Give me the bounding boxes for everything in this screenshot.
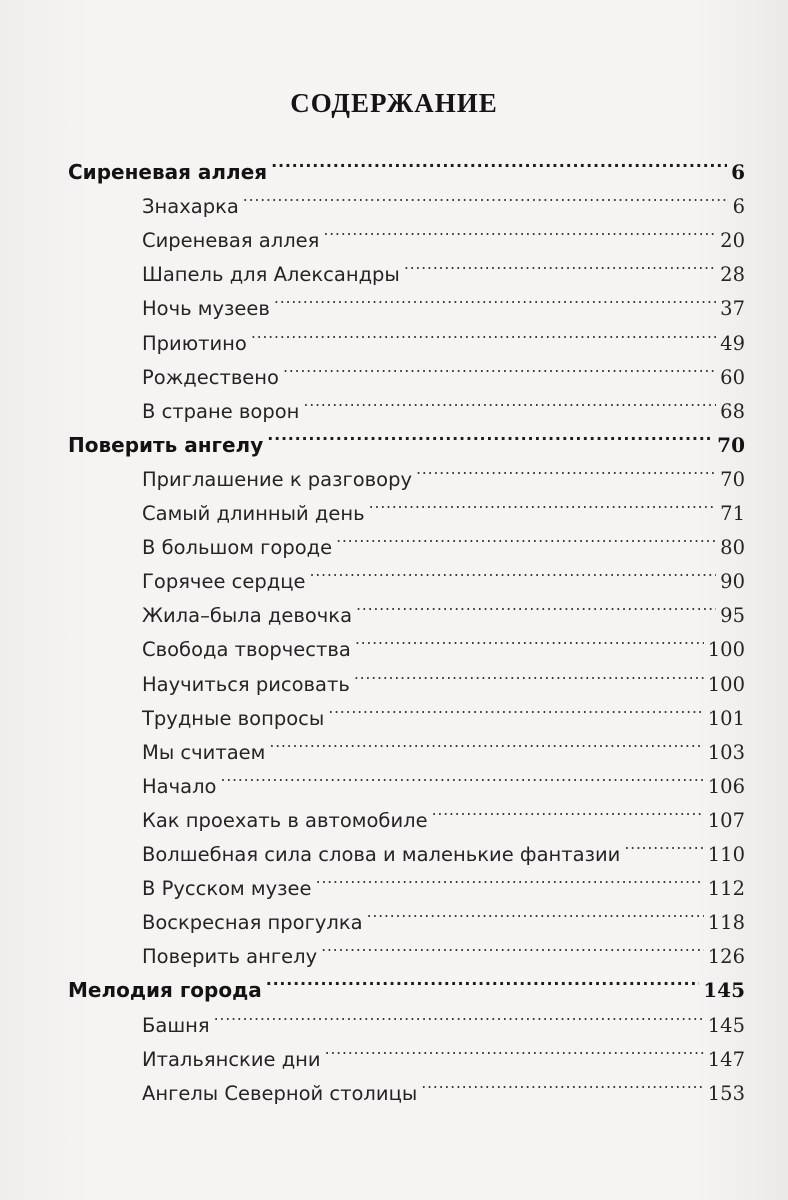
dot-leader bbox=[356, 588, 716, 622]
toc-entry bbox=[142, 213, 745, 253]
toc-entry-title: Мы считаем bbox=[142, 740, 266, 764]
toc-entry bbox=[142, 316, 745, 355]
page-number: 49 bbox=[720, 331, 745, 355]
dot-leader bbox=[266, 963, 700, 997]
page-number: 118 bbox=[707, 911, 745, 935]
dot-leader bbox=[214, 998, 704, 1032]
toc-entry-title: Начало bbox=[142, 774, 217, 798]
page-number: 6 bbox=[731, 160, 745, 184]
page-number: 95 bbox=[720, 604, 745, 628]
page-number: 90 bbox=[720, 570, 745, 594]
page-number: 60 bbox=[720, 365, 745, 389]
toc-entry-title: Шапель для Александры bbox=[142, 263, 400, 287]
page-number: 80 bbox=[720, 536, 745, 560]
toc-entry bbox=[142, 179, 745, 219]
dot-leader bbox=[432, 793, 704, 827]
toc-section bbox=[68, 963, 745, 1003]
toc-entry-title: Волшебная сила слова и маленькие фантазии bbox=[142, 843, 621, 866]
page-number: 70 bbox=[720, 467, 745, 491]
toc-entry bbox=[142, 725, 745, 764]
page-number: 6 bbox=[732, 195, 745, 219]
dot-leader bbox=[328, 691, 704, 725]
toc-entry-title: Трудные вопросы bbox=[142, 706, 325, 730]
toc-entry-title: Сиреневая аллея bbox=[142, 229, 320, 253]
toc-entry-title: Рождествено bbox=[142, 365, 279, 389]
toc-entry-title: В большом городе bbox=[142, 536, 333, 560]
dot-leader bbox=[271, 145, 727, 179]
toc-entry bbox=[142, 281, 745, 321]
toc-entry bbox=[142, 759, 745, 798]
page-number: 110 bbox=[707, 843, 745, 866]
page-number: 101 bbox=[707, 706, 745, 730]
toc-entry-title: В Русском музее bbox=[142, 877, 312, 901]
toc-entry-title: В стране ворон bbox=[142, 399, 300, 423]
dot-leader bbox=[251, 316, 716, 350]
toc-entry-title: Ночь музеев bbox=[142, 297, 270, 321]
toc-entry-title: Приютино bbox=[142, 331, 247, 355]
page-number: 100 bbox=[707, 672, 745, 696]
toc-entry bbox=[142, 1066, 745, 1105]
page-number: 145 bbox=[707, 1013, 745, 1037]
toc-entry bbox=[142, 895, 745, 935]
page-number: 71 bbox=[720, 502, 745, 525]
toc-entry bbox=[142, 657, 745, 696]
dot-leader bbox=[220, 759, 703, 793]
toc-entry-title: Ангелы Северной столицы bbox=[142, 1081, 418, 1105]
toc-section-title: Мелодия города bbox=[68, 978, 262, 1003]
toc-entry bbox=[142, 622, 745, 662]
toc-entry bbox=[142, 691, 745, 730]
page-number: 153 bbox=[707, 1081, 745, 1105]
toc-entry-title: Башня bbox=[142, 1013, 210, 1037]
toc-entry bbox=[142, 793, 745, 832]
page-number: 70 bbox=[717, 432, 745, 457]
dot-leader bbox=[325, 1032, 704, 1066]
toc-entry bbox=[142, 861, 745, 901]
page-number: 106 bbox=[707, 774, 745, 798]
toc-entry bbox=[142, 1032, 745, 1071]
page-number: 107 bbox=[707, 808, 745, 832]
toc-section-title: Поверить ангелу bbox=[68, 432, 264, 457]
dot-leader bbox=[624, 827, 703, 861]
dot-leader bbox=[243, 179, 729, 213]
page-number: 68 bbox=[720, 399, 745, 423]
page-number: 145 bbox=[703, 978, 745, 1003]
toc-entry-title: Самый длинный день bbox=[142, 502, 365, 525]
page-number: 126 bbox=[707, 945, 745, 969]
dot-leader bbox=[367, 895, 704, 929]
dot-leader bbox=[283, 350, 716, 384]
dot-leader bbox=[321, 929, 704, 963]
dot-leader bbox=[416, 452, 716, 486]
toc-entry bbox=[142, 452, 745, 491]
toc-entry-title: Как проехать в автомобиле bbox=[142, 808, 428, 832]
toc-entry-title: Жила–была девочка bbox=[142, 604, 353, 628]
toc-entry-title: Приглашение к разговору bbox=[142, 467, 413, 491]
toc-entry-title: Знахарка bbox=[142, 195, 239, 219]
toc-entry-title: Воскресная прогулка bbox=[142, 911, 363, 935]
page-number: 147 bbox=[707, 1047, 745, 1071]
page-number: 28 bbox=[720, 263, 745, 287]
page-number: 100 bbox=[707, 638, 745, 662]
dot-leader bbox=[316, 861, 704, 895]
toc-entry bbox=[142, 998, 745, 1037]
dot-leader bbox=[323, 213, 716, 247]
dot-leader bbox=[354, 657, 704, 691]
page-number: 20 bbox=[720, 229, 745, 253]
toc-entry-title: Итальянские дни bbox=[142, 1047, 321, 1071]
toc-entry-title: Горячее сердце bbox=[142, 570, 306, 594]
toc-entry bbox=[142, 247, 745, 287]
toc-entry-title: Свобода творчества bbox=[142, 638, 351, 662]
toc-entry bbox=[142, 554, 745, 594]
dot-leader bbox=[267, 418, 713, 452]
toc-entry-title: Научиться рисовать bbox=[142, 672, 350, 696]
toc-entry bbox=[142, 486, 745, 525]
dot-leader bbox=[303, 384, 716, 418]
toc-entry bbox=[142, 929, 745, 969]
dot-leader bbox=[369, 486, 717, 520]
toc-entry bbox=[142, 588, 745, 628]
dot-leader bbox=[404, 247, 716, 281]
page-number: 37 bbox=[720, 297, 745, 321]
dot-leader bbox=[269, 725, 703, 759]
toc-entry bbox=[142, 827, 745, 866]
dot-leader bbox=[274, 281, 716, 315]
dot-leader bbox=[355, 622, 704, 656]
toc-section bbox=[68, 418, 745, 457]
page-number: 103 bbox=[707, 740, 745, 764]
toc-section bbox=[68, 145, 745, 184]
toc-entry bbox=[142, 350, 745, 389]
toc-section-title: Сиреневая аллея bbox=[68, 160, 268, 184]
page-number: 112 bbox=[707, 877, 745, 901]
toc-entry-title: Поверить ангелу bbox=[142, 945, 318, 969]
page-title: СОДЕРЖАНИЕ bbox=[290, 88, 498, 118]
toc-entry bbox=[142, 520, 745, 560]
toc-entry bbox=[142, 384, 745, 423]
dot-leader bbox=[336, 520, 716, 554]
dot-leader bbox=[310, 554, 717, 588]
dot-leader bbox=[421, 1066, 704, 1100]
